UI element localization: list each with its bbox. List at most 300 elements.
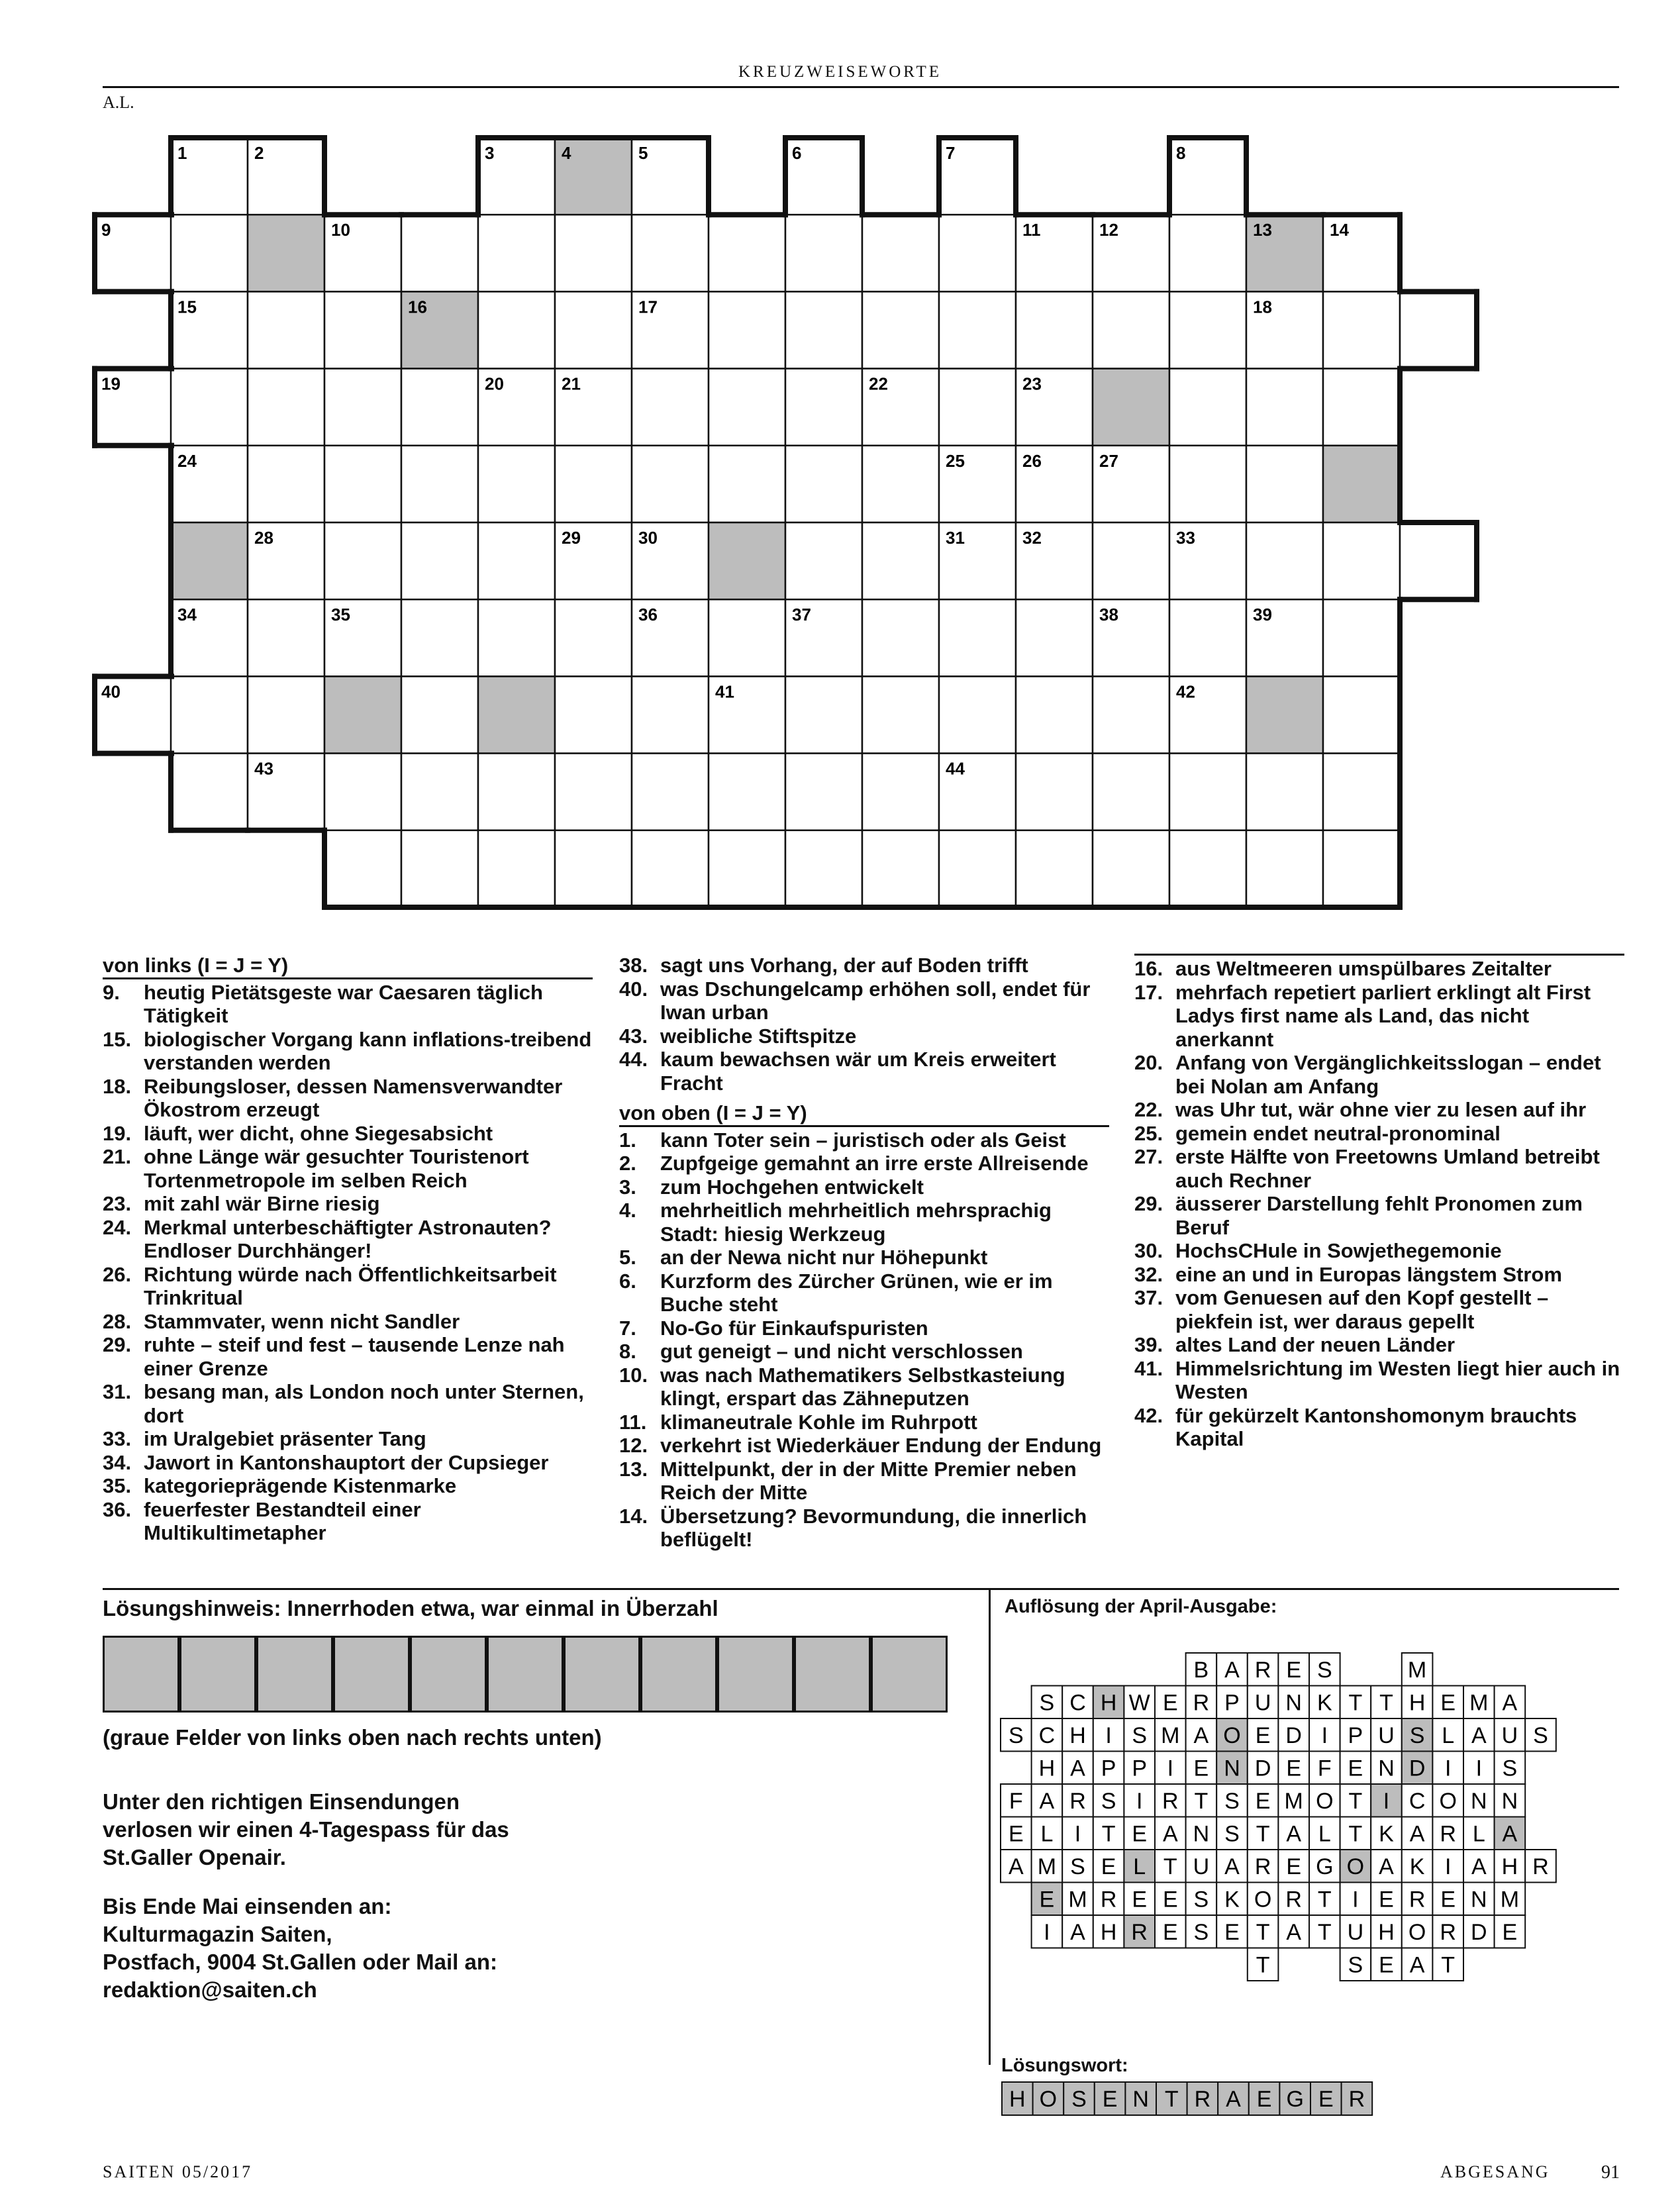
clue-item — [1134, 981, 1624, 1052]
grid-cell[interactable] — [632, 215, 709, 291]
grid-cell[interactable] — [478, 215, 555, 291]
grid-cell[interactable] — [1323, 754, 1400, 830]
grid-cell[interactable] — [555, 215, 632, 291]
clue-text: kaum bewachsen wär um Kreis erweitert Fracht — [660, 1048, 1056, 1095]
solution-letter: N — [1471, 1788, 1487, 1814]
clue-number: 38 — [1099, 605, 1118, 625]
grid-cell[interactable] — [171, 676, 248, 753]
solution-letter: S — [1070, 1854, 1085, 1879]
clue-text: klimaneutrale Kohle im Ruhrpott — [660, 1410, 977, 1434]
grid-cell[interactable] — [785, 830, 862, 907]
solution-box[interactable] — [333, 1636, 410, 1713]
clue-item — [103, 981, 593, 1028]
grid-cell[interactable] — [324, 830, 401, 907]
grid-cell[interactable] — [939, 599, 1016, 676]
solution-letter: I — [1136, 1788, 1143, 1814]
clue-number: 23. — [103, 1192, 132, 1215]
clue-text: mit zahl wär Birne riesig — [144, 1192, 380, 1215]
grid-cell[interactable] — [939, 830, 1016, 907]
clue-item — [103, 1075, 593, 1122]
grid-cell[interactable] — [785, 522, 862, 599]
grid-cell[interactable] — [1169, 599, 1246, 676]
solution-letter: I — [1475, 1756, 1483, 1781]
grid-cell[interactable] — [709, 754, 785, 830]
clue-number: 4. — [619, 1199, 636, 1222]
grid-cell[interactable] — [785, 291, 862, 368]
solution-letter: S — [1224, 1821, 1240, 1847]
clue-item — [619, 1505, 1109, 1552]
solution-note: (graue Felder von links oben nach rechts unten) — [103, 1725, 602, 1750]
solution-letter: I — [1444, 1756, 1452, 1781]
solution-letter: E — [1255, 1788, 1271, 1814]
grid-cell[interactable] — [1400, 522, 1477, 599]
grid-cell[interactable] — [785, 754, 862, 830]
solution-letter: S — [1193, 1887, 1209, 1913]
grid-cell[interactable] — [171, 369, 248, 446]
solution-letter: H — [1100, 1919, 1117, 1945]
clue-number: 11. — [619, 1410, 647, 1434]
grid-cell[interactable] — [1093, 754, 1169, 830]
solution-word-letter: O — [1039, 2087, 1058, 2112]
solution-word-letter: S — [1071, 2087, 1087, 2112]
clue-item — [103, 1263, 593, 1310]
clue-number: 18. — [103, 1074, 132, 1098]
solution-letter: E — [1379, 1952, 1394, 1978]
clue-text: aus Weltmeeren umspülbares Zeitalter — [1175, 957, 1552, 980]
grid-cell[interactable] — [171, 522, 248, 599]
clue-item — [103, 1145, 593, 1192]
clue-number: 38. — [619, 954, 648, 977]
previous-solution-grid — [1000, 1652, 1622, 2036]
clue-text: mehrfach repetiert parliert erklingt alt First Ladys first name als Land, das nicht anerkannt — [1175, 980, 1591, 1051]
solution-letter: N — [1378, 1756, 1395, 1781]
grid-cell[interactable] — [1246, 446, 1323, 522]
solution-letter: E — [1224, 1919, 1240, 1945]
solution-letter: S — [1533, 1722, 1548, 1748]
clue-item — [619, 1340, 1109, 1364]
solution-letter: I — [1383, 1788, 1390, 1814]
clue-number: 5. — [619, 1246, 636, 1269]
grid-cell[interactable] — [248, 291, 324, 368]
grid-cell[interactable] — [1169, 369, 1246, 446]
clue-text: HochsCHule in Sowjethegemonie — [1175, 1239, 1502, 1262]
grid-cell[interactable] — [785, 446, 862, 522]
solution-letter: E — [1286, 1854, 1302, 1879]
clue-number: 30. — [1134, 1239, 1163, 1262]
grid-cell[interactable] — [248, 369, 324, 446]
grid-cell[interactable] — [785, 215, 862, 291]
grid-cell[interactable] — [1169, 830, 1246, 907]
clue-text: Richtung würde nach Öffentlichkeitsarbeit Trinkritual — [144, 1262, 557, 1309]
grid-cell[interactable] — [324, 291, 401, 368]
clue-item — [619, 1434, 1109, 1458]
clue-text: an der Newa nicht nur Höhepunkt — [660, 1246, 988, 1269]
grid-cell[interactable] — [401, 369, 478, 446]
grid-cell[interactable] — [1246, 676, 1323, 753]
solution-word-grid — [1001, 2081, 1412, 2121]
solution-word-label: Lösungswort: — [1001, 2055, 1128, 2076]
solution-box[interactable] — [564, 1636, 640, 1713]
grid-cell[interactable] — [1323, 830, 1400, 907]
clue-number: 8. — [619, 1340, 636, 1363]
clue-number: 22. — [1134, 1098, 1163, 1121]
solution-box[interactable] — [103, 1636, 179, 1713]
solution-letter: I — [1444, 1854, 1452, 1879]
solution-word-letter: T — [1164, 2087, 1179, 2112]
grid-cell[interactable] — [478, 446, 555, 522]
solution-letter: H — [1501, 1854, 1518, 1879]
grid-cell[interactable] — [478, 599, 555, 676]
solution-letter: R — [1162, 1788, 1179, 1814]
solution-letter: N — [1224, 1756, 1240, 1781]
solution-box[interactable] — [794, 1636, 871, 1713]
grid-cell[interactable] — [1016, 830, 1093, 907]
clue-number: 26 — [1022, 450, 1042, 471]
grid-cell[interactable] — [632, 754, 709, 830]
grid-cell[interactable] — [862, 446, 939, 522]
grid-cell[interactable] — [1016, 291, 1093, 368]
solution-letter: D — [1254, 1756, 1271, 1781]
page-number: 91 — [1601, 2162, 1620, 2183]
grid-cell[interactable] — [248, 215, 324, 291]
grid-cell[interactable] — [171, 215, 248, 291]
solution-letter: K — [1224, 1887, 1240, 1913]
grid-cell[interactable] — [1246, 522, 1323, 599]
solution-letter: S — [1193, 1919, 1209, 1945]
prize-text: Unter den richtigen Einsendungen verlosen wir einen 4-Tagespass für das St.Galler Openair. — [103, 1789, 509, 1869]
clue-number: 4 — [562, 143, 571, 163]
grid-cell[interactable] — [401, 676, 478, 753]
footer-section: ABGESANG — [1440, 2162, 1550, 2181]
clue-number: 28 — [254, 528, 273, 548]
solution-letter: T — [1101, 1821, 1116, 1847]
grid-cell[interactable] — [632, 830, 709, 907]
grid-cell[interactable] — [324, 676, 401, 753]
solution-box[interactable] — [410, 1636, 487, 1713]
clue-number: 2. — [619, 1152, 636, 1175]
grid-cell[interactable] — [555, 291, 632, 368]
grid-cell[interactable] — [862, 754, 939, 830]
solution-letter: I — [1105, 1722, 1112, 1748]
clues-col2 — [619, 954, 1109, 1552]
clue-number: 29. — [103, 1333, 132, 1356]
grid-cell[interactable] — [709, 291, 785, 368]
clue-text: besang man, als London noch unter Sternen, dort — [144, 1380, 584, 1427]
clue-item — [619, 1024, 1109, 1048]
solution-letter: A — [1502, 1821, 1518, 1847]
solution-letter: T — [1379, 1690, 1393, 1716]
clue-number: 12. — [619, 1434, 648, 1457]
grid-cell[interactable] — [401, 215, 478, 291]
clue-text: mehrheitlich mehrheitlich mehrsprachig Stadt: hiesig Werkzeug — [660, 1199, 1052, 1246]
clue-number: 29. — [1134, 1192, 1163, 1215]
clue-item — [103, 1380, 593, 1427]
solution-letter: E — [1008, 1821, 1024, 1847]
clue-number: 17 — [638, 297, 658, 317]
grid-cell[interactable] — [248, 599, 324, 676]
grid-cell[interactable] — [555, 754, 632, 830]
solution-letter: R — [1440, 1821, 1456, 1847]
solution-letter: M — [1469, 1690, 1489, 1716]
clue-number: 29 — [562, 528, 581, 548]
solution-letter: E — [1162, 1919, 1178, 1945]
solution-letter: N — [1501, 1788, 1518, 1814]
clue-number: 25 — [946, 450, 965, 471]
solution-box[interactable] — [179, 1636, 256, 1713]
grid-cell[interactable] — [1400, 291, 1477, 368]
grid-cell[interactable] — [1323, 599, 1400, 676]
section-divider — [989, 1588, 991, 2065]
solution-letter: M — [1068, 1887, 1087, 1913]
grid-cell[interactable] — [939, 215, 1016, 291]
grid-cell[interactable] — [478, 830, 555, 907]
grid-cell[interactable] — [401, 754, 478, 830]
clue-number: 43. — [619, 1024, 648, 1048]
solution-box[interactable] — [640, 1636, 717, 1713]
clue-number: 24 — [177, 450, 197, 471]
solution-letter: F — [1009, 1788, 1023, 1814]
grid-cell[interactable] — [478, 291, 555, 368]
clue-text: kategorieprägende Kistenmarke — [144, 1474, 457, 1497]
clues-col3 — [1134, 954, 1624, 1451]
solution-letter: S — [1132, 1722, 1148, 1748]
grid-cell[interactable] — [632, 446, 709, 522]
solution-letter: A — [1008, 1854, 1024, 1879]
clue-number: 16 — [408, 297, 427, 317]
solution-letter: D — [1285, 1722, 1302, 1748]
solution-letter: M — [1037, 1854, 1057, 1879]
grid-cell[interactable] — [1323, 369, 1400, 446]
clue-item — [1134, 1098, 1624, 1122]
solution-letter: E — [1162, 1690, 1178, 1716]
solution-letter: T — [1317, 1887, 1332, 1913]
clue-number: 3 — [485, 143, 495, 163]
clue-item — [1134, 1051, 1624, 1098]
grid-cell[interactable] — [401, 830, 478, 907]
grid-cell[interactable] — [939, 369, 1016, 446]
send-to-text: Bis Ende Mai einsenden an: Kulturmagazin Saiten, Postfach, 9004 St.Gallen oder Mail an: redaktion@saiten.ch — [103, 1894, 498, 2002]
solution-letter: A — [1070, 1756, 1085, 1781]
grid-cell[interactable] — [862, 522, 939, 599]
clue-item — [619, 1317, 1109, 1340]
solution-letter: I — [1044, 1919, 1050, 1945]
grid-cell[interactable] — [248, 676, 324, 753]
grid-cell[interactable] — [862, 676, 939, 753]
solution-letter: G — [1316, 1854, 1334, 1879]
solution-letter: E — [1286, 1756, 1302, 1781]
solution-letter: R — [1532, 1854, 1549, 1879]
grid-cell[interactable] — [401, 599, 478, 676]
solution-letter: I — [1321, 1722, 1328, 1748]
clue-number: 42. — [1134, 1403, 1163, 1427]
solution-letter: H — [1408, 1690, 1426, 1716]
solution-hint: Lösungshinweis: Innerrhoden etwa, war einmal in Überzahl — [103, 1596, 718, 1620]
solution-letter: A — [1379, 1854, 1394, 1879]
solution-letter: R — [1100, 1887, 1117, 1913]
grid-cell[interactable] — [1169, 291, 1246, 368]
grid-cell[interactable] — [555, 676, 632, 753]
clue-text: Übersetzung? Bevormundung, die innerlich beflügelt! — [660, 1504, 1087, 1551]
clue-item — [103, 1192, 593, 1216]
clue-text: biologischer Vorgang kann inflations-treibend verstanden werden — [144, 1027, 592, 1074]
solution-letter: T — [1256, 1821, 1270, 1847]
solution-letter: C — [1069, 1690, 1086, 1716]
grid-cell[interactable] — [709, 599, 785, 676]
grid-cell[interactable] — [785, 369, 862, 446]
solution-letter: R — [1193, 1690, 1210, 1716]
clue-item — [1134, 1145, 1624, 1192]
solution-letter: E — [1193, 1756, 1209, 1781]
solution-letter: M — [1161, 1722, 1180, 1748]
clue-item — [1134, 1122, 1624, 1146]
solution-box[interactable] — [871, 1636, 948, 1713]
clue-item — [619, 977, 1109, 1024]
grid-cell[interactable] — [862, 291, 939, 368]
solution-box[interactable] — [487, 1636, 564, 1713]
solution-letter: S — [1348, 1952, 1363, 1978]
clue-item — [619, 1128, 1109, 1152]
grid-cell[interactable] — [1093, 291, 1169, 368]
clue-item — [1134, 1357, 1624, 1404]
grid-cell[interactable] — [632, 369, 709, 446]
grid-cell[interactable] — [1323, 676, 1400, 753]
clue-item — [103, 1310, 593, 1334]
clue-number: 17. — [1134, 980, 1163, 1004]
grid-cell[interactable] — [1093, 676, 1169, 753]
solution-letter: N — [1285, 1690, 1302, 1716]
grid-cell[interactable] — [862, 599, 939, 676]
grid-cell[interactable] — [1169, 754, 1246, 830]
clue-number: 39. — [1134, 1333, 1163, 1356]
grid-cell[interactable] — [171, 754, 248, 830]
solution-letter: O — [1346, 1854, 1365, 1879]
grid-cell[interactable] — [1169, 446, 1246, 522]
solution-letter: O — [1316, 1788, 1334, 1814]
solution-letter: S — [1101, 1788, 1116, 1814]
solution-letter: E — [1132, 1821, 1148, 1847]
clue-text: gut geneigt – und nicht verschlossen — [660, 1340, 1023, 1363]
grid-cell[interactable] — [785, 676, 862, 753]
clue-number: 43 — [254, 758, 273, 779]
grid-cell[interactable] — [709, 830, 785, 907]
grid-cell[interactable] — [555, 599, 632, 676]
grid-cell[interactable] — [555, 446, 632, 522]
solution-word-letter: R — [1348, 2087, 1365, 2112]
solution-letter: A — [1193, 1722, 1209, 1748]
grid-cell[interactable] — [862, 830, 939, 907]
clue-number: 15. — [103, 1027, 132, 1051]
grid-cell[interactable] — [1169, 215, 1246, 291]
grid-cell[interactable] — [324, 754, 401, 830]
clue-text: altes Land der neuen Länder — [1175, 1333, 1456, 1356]
solution-letter: S — [1502, 1756, 1518, 1781]
grid-cell[interactable] — [401, 446, 478, 522]
grid-cell[interactable] — [1323, 446, 1400, 522]
grid-cell[interactable] — [248, 446, 324, 522]
solution-letter: R — [1285, 1887, 1302, 1913]
grid-cell[interactable] — [709, 522, 785, 599]
solution-letter: N — [1471, 1887, 1487, 1913]
solution-letter: U — [1501, 1722, 1518, 1748]
grid-cell[interactable] — [709, 369, 785, 446]
solution-letter: A — [1471, 1722, 1487, 1748]
solution-box[interactable] — [256, 1636, 333, 1713]
grid-cell[interactable] — [709, 215, 785, 291]
grid-cell[interactable] — [939, 676, 1016, 753]
grid-cell[interactable] — [324, 369, 401, 446]
clue-text: weibliche Stiftspitze — [660, 1024, 857, 1048]
solution-letter: S — [1039, 1690, 1055, 1716]
grid-cell[interactable] — [709, 446, 785, 522]
solution-word-letter: R — [1194, 2087, 1211, 2112]
solution-letter: H — [1378, 1919, 1395, 1945]
grid-cell[interactable] — [1093, 522, 1169, 599]
grid-cell[interactable] — [939, 291, 1016, 368]
grid-cell[interactable] — [1323, 522, 1400, 599]
clue-number: 27. — [1134, 1145, 1163, 1168]
clues-across — [103, 954, 593, 1545]
clue-number: 36. — [103, 1497, 132, 1521]
grid-cell[interactable] — [1093, 830, 1169, 907]
clue-number: 33 — [1176, 528, 1195, 548]
clue-number: 21. — [103, 1145, 132, 1168]
grid-cell[interactable] — [1246, 754, 1323, 830]
grid-cell[interactable] — [324, 446, 401, 522]
clue-item — [1134, 1404, 1624, 1451]
solution-letter: L — [1040, 1821, 1054, 1847]
grid-cell[interactable] — [632, 676, 709, 753]
grid-cell[interactable] — [324, 522, 401, 599]
clue-text: läuft, wer dicht, ohne Siegesabsicht — [144, 1121, 493, 1145]
clue-text: Reibungsloser, dessen Namensverwandter Ökostrom erzeugt — [144, 1074, 563, 1121]
grid-cell[interactable] — [862, 215, 939, 291]
across-heading: von links (I = J = Y) — [103, 954, 593, 979]
solution-letter: A — [1286, 1919, 1302, 1945]
solution-letter: E — [1440, 1887, 1456, 1913]
clue-number: 35 — [331, 605, 350, 625]
solution-letter: F — [1317, 1756, 1332, 1781]
down-heading: von oben (I = J = Y) — [619, 1101, 1109, 1127]
grid-cell[interactable] — [478, 522, 555, 599]
clue-item — [103, 1028, 593, 1075]
grid-cell[interactable] — [1016, 599, 1093, 676]
grid-cell[interactable] — [1246, 369, 1323, 446]
grid-cell[interactable] — [555, 830, 632, 907]
solution-word-letter: N — [1132, 2087, 1149, 2112]
clue-number: 9 — [101, 220, 111, 240]
grid-cell[interactable] — [1093, 369, 1169, 446]
clue-number: 22 — [869, 373, 888, 394]
solution-letter: D — [1471, 1919, 1487, 1945]
grid-cell[interactable] — [1246, 830, 1323, 907]
grid-cell[interactable] — [478, 754, 555, 830]
grid-cell[interactable] — [478, 676, 555, 753]
grid-cell[interactable] — [401, 522, 478, 599]
grid-cell[interactable] — [1016, 754, 1093, 830]
clue-number: 13 — [1253, 220, 1272, 240]
solution-letter: H — [1100, 1690, 1117, 1716]
clue-number: 6. — [619, 1269, 636, 1293]
grid-cell[interactable] — [1016, 676, 1093, 753]
grid-cell[interactable] — [1323, 291, 1400, 368]
solution-letter: C — [1038, 1722, 1056, 1748]
solution-letter: K — [1316, 1690, 1332, 1716]
solution-letter: T — [1163, 1854, 1177, 1879]
solution-letter: L — [1472, 1821, 1485, 1847]
solution-box[interactable] — [717, 1636, 794, 1713]
solution-letter: S — [1224, 1788, 1240, 1814]
clue-text: was nach Mathematikers Selbstkasteiung klingt, erspart das Zähneputzen — [660, 1363, 1065, 1410]
